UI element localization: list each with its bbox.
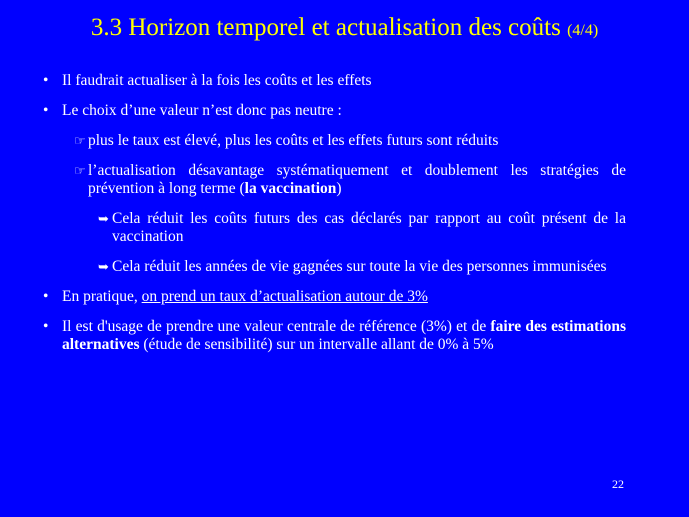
bullet-icon: •: [43, 72, 49, 89]
bullet-icon: •: [43, 102, 49, 119]
sub-sub-bullet-item: [40, 210, 626, 246]
bullet-text: Il est d'usage de prendre une valeur centrale de référence (3%) et de faire des estimations alternatives (étude de sensibilité) sur un intervalle allant de 0% à 5%: [62, 318, 626, 353]
bold-text: faire des estimations alternatives: [62, 318, 626, 353]
arrow-icon: ➥: [98, 259, 109, 274]
sub-sub-bullet-text: Cela réduit les années de vie gagnées sur toute la vie des personnes immunisées: [112, 258, 607, 275]
bullet-text: Le choix d’une valeur n’est donc pas neutre :: [62, 102, 342, 119]
slide-content: [40, 72, 626, 366]
sub-bullet-item: [40, 162, 626, 198]
slide-title: [0, 14, 689, 42]
page-number: 22: [612, 477, 624, 491]
sub-bullet-item: [40, 132, 626, 150]
arrow-icon: ➥: [98, 211, 109, 226]
bullet-text: Il faudrait actualiser à la fois les coûts et les effets: [62, 72, 372, 89]
sub-sub-bullet-text: Cela réduit les coûts futurs des cas déclarés par rapport au coût présent de la vaccination: [112, 210, 626, 245]
slide-title-part: (4/4): [567, 22, 599, 39]
bullet-text: En pratique, on prend un taux d’actualisation autour de 3%: [62, 288, 428, 305]
bold-text: la vaccination: [244, 180, 337, 197]
bullet-item: [40, 288, 626, 306]
sub-bullet-text: l’actualisation désavantage systématiquement et doublement les stratégies de prévention à long terme (la vaccination): [88, 162, 626, 197]
bullet-item: [40, 72, 626, 90]
pointing-hand-icon: ☞: [74, 163, 86, 178]
bullet-item: [40, 102, 626, 120]
bullet-icon: •: [43, 318, 49, 335]
pointing-hand-icon: ☞: [74, 133, 86, 148]
bullet-icon: •: [43, 288, 49, 305]
sub-sub-bullet-item: [40, 258, 626, 276]
slide-title-main: 3.3 Horizon temporel et actualisation des coûts: [90, 14, 568, 41]
bullet-item: [40, 318, 626, 354]
sub-bullet-text: plus le taux est élevé, plus les coûts et les effets futurs sont réduits: [88, 132, 499, 149]
underlined-text: on prend un taux d’actualisation autour de 3%: [141, 288, 428, 305]
